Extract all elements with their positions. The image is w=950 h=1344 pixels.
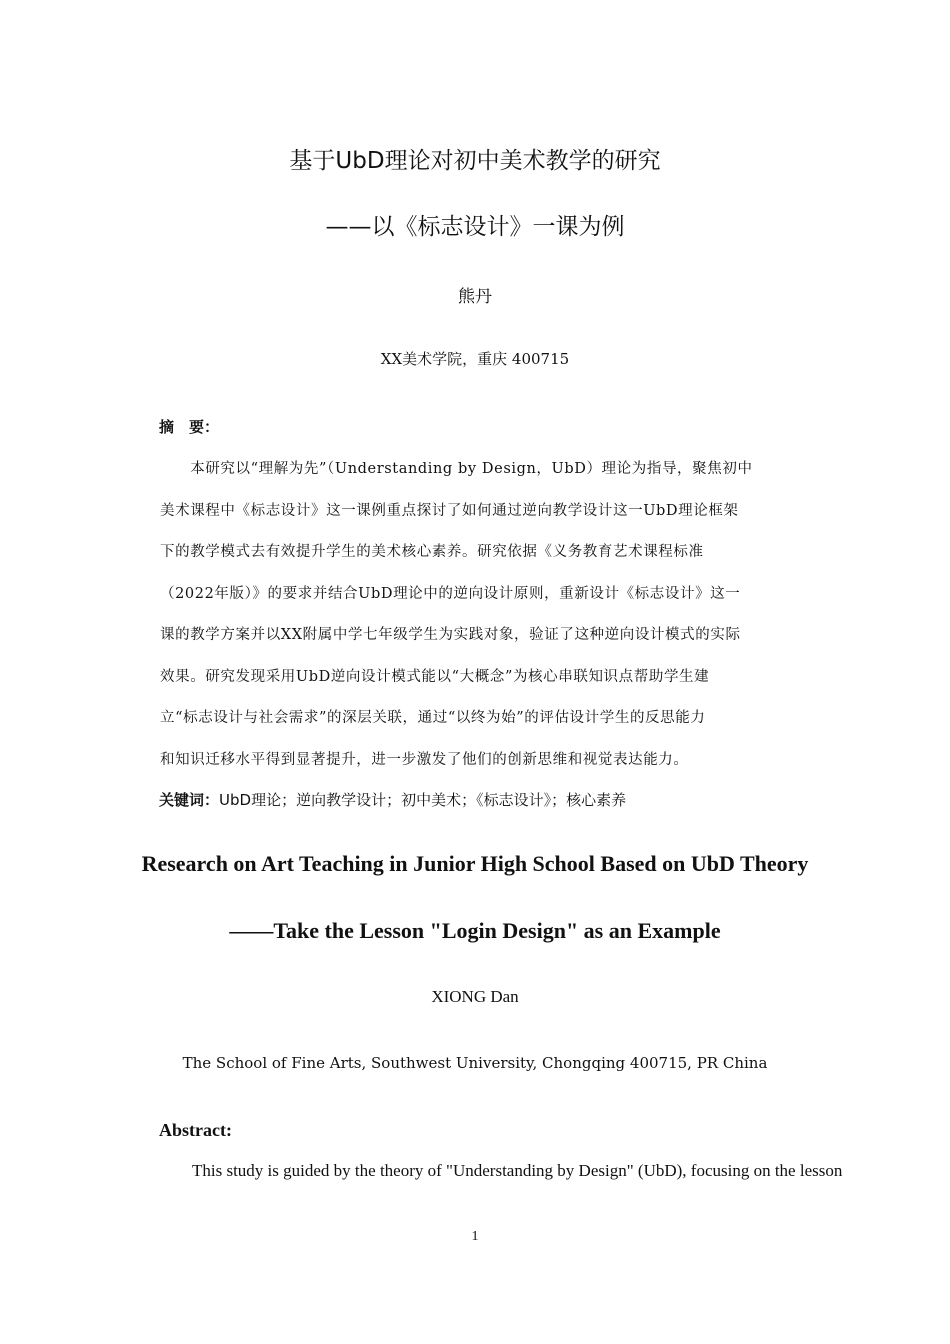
chinese-keywords [159, 789, 626, 810]
chinese-abstract-label: 摘 要： [159, 418, 220, 436]
english-author: XIONG Dan [431, 987, 519, 1006]
chinese-keywords-label: 关键词： [159, 791, 220, 809]
english-abstract-label: Abstract: [159, 1120, 232, 1140]
chinese-subtitle: ——以《标志设计》一课为例 [325, 214, 625, 240]
english-abstract-line: This study is guided by the theory of "Understanding by Design" (UbD), focusing on the lesson [192, 1161, 843, 1180]
chinese-title: 基于UbD理论对初中美术教学的研究 [289, 148, 661, 174]
chinese-abstract-line: 效果。研究发现采用UbD逆向设计模式能以“大概念”为核心串联知识点帮助学生建 [160, 669, 710, 685]
chinese-author: 熊丹 [458, 287, 492, 307]
chinese-abstract-line: 课的教学方案并以XX附属中学七年级学生为实践对象，验证了这种逆向设计模式的实际 [160, 627, 741, 643]
chinese-abstract-line: 下的教学模式去有效提升学生的美术核心素养。研究依据《义务教育艺术课程标准 [160, 544, 704, 560]
chinese-abstract-line: 美术课程中《标志设计》这一课例重点探讨了如何通过逆向教学设计这一UbD理论框架 [160, 503, 739, 519]
english-title: Research on Art Teaching in Junior High School Based on UbD Theory [141, 851, 809, 876]
chinese-keywords-text: UbD理论；逆向教学设计；初中美术；《标志设计》；核心素养 [219, 791, 627, 809]
chinese-abstract-line: （2022年版）》的要求并结合UbD理论中的逆向设计原则，重新设计《标志设计》这一 [160, 586, 741, 602]
chinese-abstract-line: 立“标志设计与社会需求”的深层关联，通过“以终为始”的评估设计学生的反思能力 [160, 710, 706, 726]
english-subtitle: ——Take the Lesson "Login Design" as an Example [229, 918, 721, 943]
chinese-affiliation: XX美术学院，重庆 400715 [380, 350, 570, 368]
english-affiliation: The School of Fine Arts, Southwest University, Chongqing 400715, PR China [182, 1054, 768, 1072]
page-number: 1 [471, 1229, 479, 1244]
chinese-abstract-line: 本研究以“理解为先”（Understanding by Design，UbD）理论为指导，聚焦初中 [160, 461, 753, 477]
chinese-abstract-line: 和知识迁移水平得到显著提升，进一步激发了他们的创新思维和视觉表达能力。 [160, 752, 689, 768]
